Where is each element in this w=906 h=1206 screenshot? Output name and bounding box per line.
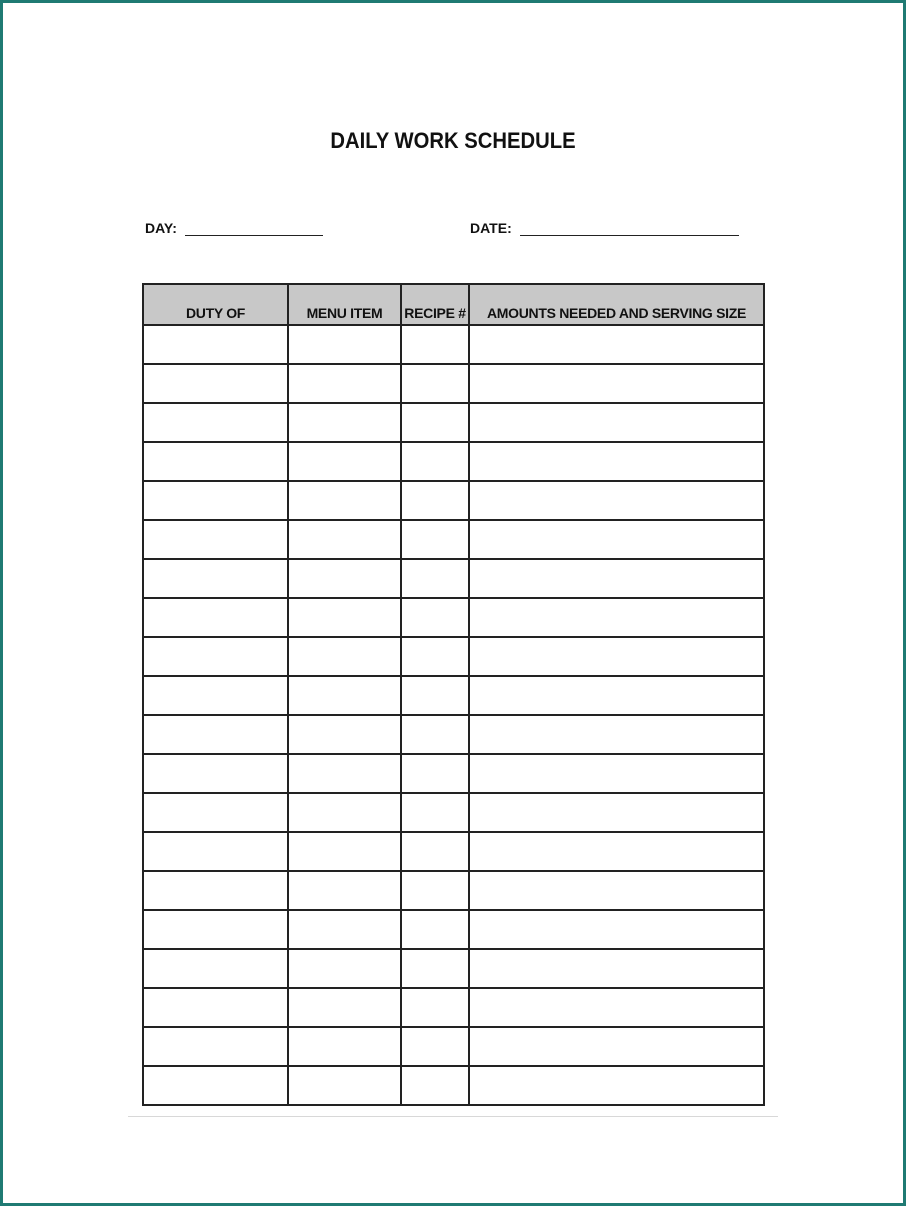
duty-of-cell[interactable] [143, 910, 288, 949]
table-row [143, 364, 764, 403]
amounts-needed-cell[interactable] [469, 1066, 764, 1105]
recipe-number-cell[interactable] [401, 715, 469, 754]
table-row [143, 637, 764, 676]
menu-item-cell[interactable] [288, 520, 401, 559]
amounts-needed-cell[interactable] [469, 559, 764, 598]
menu-item-cell[interactable] [288, 325, 401, 364]
header-menu-item: MENU ITEM [288, 284, 401, 325]
amounts-needed-cell[interactable] [469, 325, 764, 364]
table-row [143, 793, 764, 832]
amounts-needed-cell[interactable] [469, 364, 764, 403]
recipe-number-cell[interactable] [401, 871, 469, 910]
recipe-number-cell[interactable] [401, 520, 469, 559]
amounts-needed-cell[interactable] [469, 793, 764, 832]
table-row [143, 949, 764, 988]
menu-item-cell[interactable] [288, 1027, 401, 1066]
date-blank-line[interactable] [520, 221, 739, 236]
table-row [143, 1027, 764, 1066]
duty-of-cell[interactable] [143, 1027, 288, 1066]
duty-of-cell[interactable] [143, 481, 288, 520]
recipe-number-cell[interactable] [401, 1066, 469, 1105]
recipe-number-cell[interactable] [401, 364, 469, 403]
table-row [143, 598, 764, 637]
header-row [143, 284, 764, 325]
table-row [143, 481, 764, 520]
amounts-needed-cell[interactable] [469, 949, 764, 988]
menu-item-cell[interactable] [288, 949, 401, 988]
duty-of-cell[interactable] [143, 442, 288, 481]
amounts-needed-cell[interactable] [469, 871, 764, 910]
table-row [143, 871, 764, 910]
duty-of-cell[interactable] [143, 715, 288, 754]
duty-of-cell[interactable] [143, 676, 288, 715]
recipe-number-cell[interactable] [401, 988, 469, 1027]
recipe-number-cell[interactable] [401, 325, 469, 364]
recipe-number-cell[interactable] [401, 754, 469, 793]
recipe-number-cell[interactable] [401, 676, 469, 715]
table-row [143, 832, 764, 871]
duty-of-cell[interactable] [143, 637, 288, 676]
duty-of-cell[interactable] [143, 1066, 288, 1105]
recipe-number-cell[interactable] [401, 637, 469, 676]
menu-item-cell[interactable] [288, 871, 401, 910]
page-title: DAILY WORK SCHEDULE [330, 128, 576, 153]
duty-of-cell[interactable] [143, 988, 288, 1027]
menu-item-cell[interactable] [288, 637, 401, 676]
menu-item-cell[interactable] [288, 559, 401, 598]
table-row [143, 325, 764, 364]
day-blank-line[interactable] [185, 221, 323, 236]
table-row [143, 715, 764, 754]
amounts-needed-cell[interactable] [469, 1027, 764, 1066]
menu-item-cell[interactable] [288, 988, 401, 1027]
table-row [143, 403, 764, 442]
recipe-number-cell[interactable] [401, 481, 469, 520]
menu-item-cell[interactable] [288, 754, 401, 793]
table-row [143, 676, 764, 715]
schedule-body [143, 325, 764, 1105]
day-field [145, 220, 323, 236]
header-recipe-number: RECIPE # [401, 284, 469, 325]
day-label: DAY: [145, 220, 177, 236]
amounts-needed-cell[interactable] [469, 442, 764, 481]
duty-of-cell[interactable] [143, 364, 288, 403]
duty-of-cell[interactable] [143, 598, 288, 637]
recipe-number-cell[interactable] [401, 793, 469, 832]
footer-divider [128, 1116, 778, 1117]
menu-item-cell[interactable] [288, 1066, 401, 1105]
date-field [470, 220, 739, 236]
amounts-needed-cell[interactable] [469, 481, 764, 520]
recipe-number-cell[interactable] [401, 1027, 469, 1066]
amounts-needed-cell[interactable] [469, 715, 764, 754]
menu-item-cell[interactable] [288, 910, 401, 949]
table-row [143, 754, 764, 793]
amounts-needed-cell[interactable] [469, 754, 764, 793]
menu-item-cell[interactable] [288, 442, 401, 481]
duty-of-cell[interactable] [143, 559, 288, 598]
header-duty-of: DUTY OF [143, 284, 288, 325]
recipe-number-cell[interactable] [401, 949, 469, 988]
amounts-needed-cell[interactable] [469, 988, 764, 1027]
amounts-needed-cell[interactable] [469, 637, 764, 676]
schedule-table [142, 283, 765, 1106]
amounts-needed-cell[interactable] [469, 520, 764, 559]
recipe-number-cell[interactable] [401, 598, 469, 637]
menu-item-cell[interactable] [288, 403, 401, 442]
duty-of-cell[interactable] [143, 832, 288, 871]
menu-item-cell[interactable] [288, 832, 401, 871]
header-amounts-needed: AMOUNTS NEEDED AND SERVING SIZE [469, 284, 764, 325]
duty-of-cell[interactable] [143, 949, 288, 988]
duty-of-cell[interactable] [143, 520, 288, 559]
date-label: DATE: [470, 220, 512, 236]
recipe-number-cell[interactable] [401, 832, 469, 871]
duty-of-cell[interactable] [143, 871, 288, 910]
table-row [143, 520, 764, 559]
duty-of-cell[interactable] [143, 793, 288, 832]
amounts-needed-cell[interactable] [469, 832, 764, 871]
table-row [143, 910, 764, 949]
menu-item-cell[interactable] [288, 481, 401, 520]
duty-of-cell[interactable] [143, 325, 288, 364]
amounts-needed-cell[interactable] [469, 403, 764, 442]
recipe-number-cell[interactable] [401, 910, 469, 949]
duty-of-cell[interactable] [143, 403, 288, 442]
menu-item-cell[interactable] [288, 598, 401, 637]
amounts-needed-cell[interactable] [469, 910, 764, 949]
table-row [143, 1066, 764, 1105]
table-row [143, 559, 764, 598]
menu-item-cell[interactable] [288, 676, 401, 715]
duty-of-cell[interactable] [143, 754, 288, 793]
recipe-number-cell[interactable] [401, 403, 469, 442]
menu-item-cell[interactable] [288, 793, 401, 832]
menu-item-cell[interactable] [288, 364, 401, 403]
amounts-needed-cell[interactable] [469, 676, 764, 715]
menu-item-cell[interactable] [288, 715, 401, 754]
amounts-needed-cell[interactable] [469, 598, 764, 637]
recipe-number-cell[interactable] [401, 442, 469, 481]
recipe-number-cell[interactable] [401, 559, 469, 598]
table-row [143, 442, 764, 481]
table-row [143, 988, 764, 1027]
